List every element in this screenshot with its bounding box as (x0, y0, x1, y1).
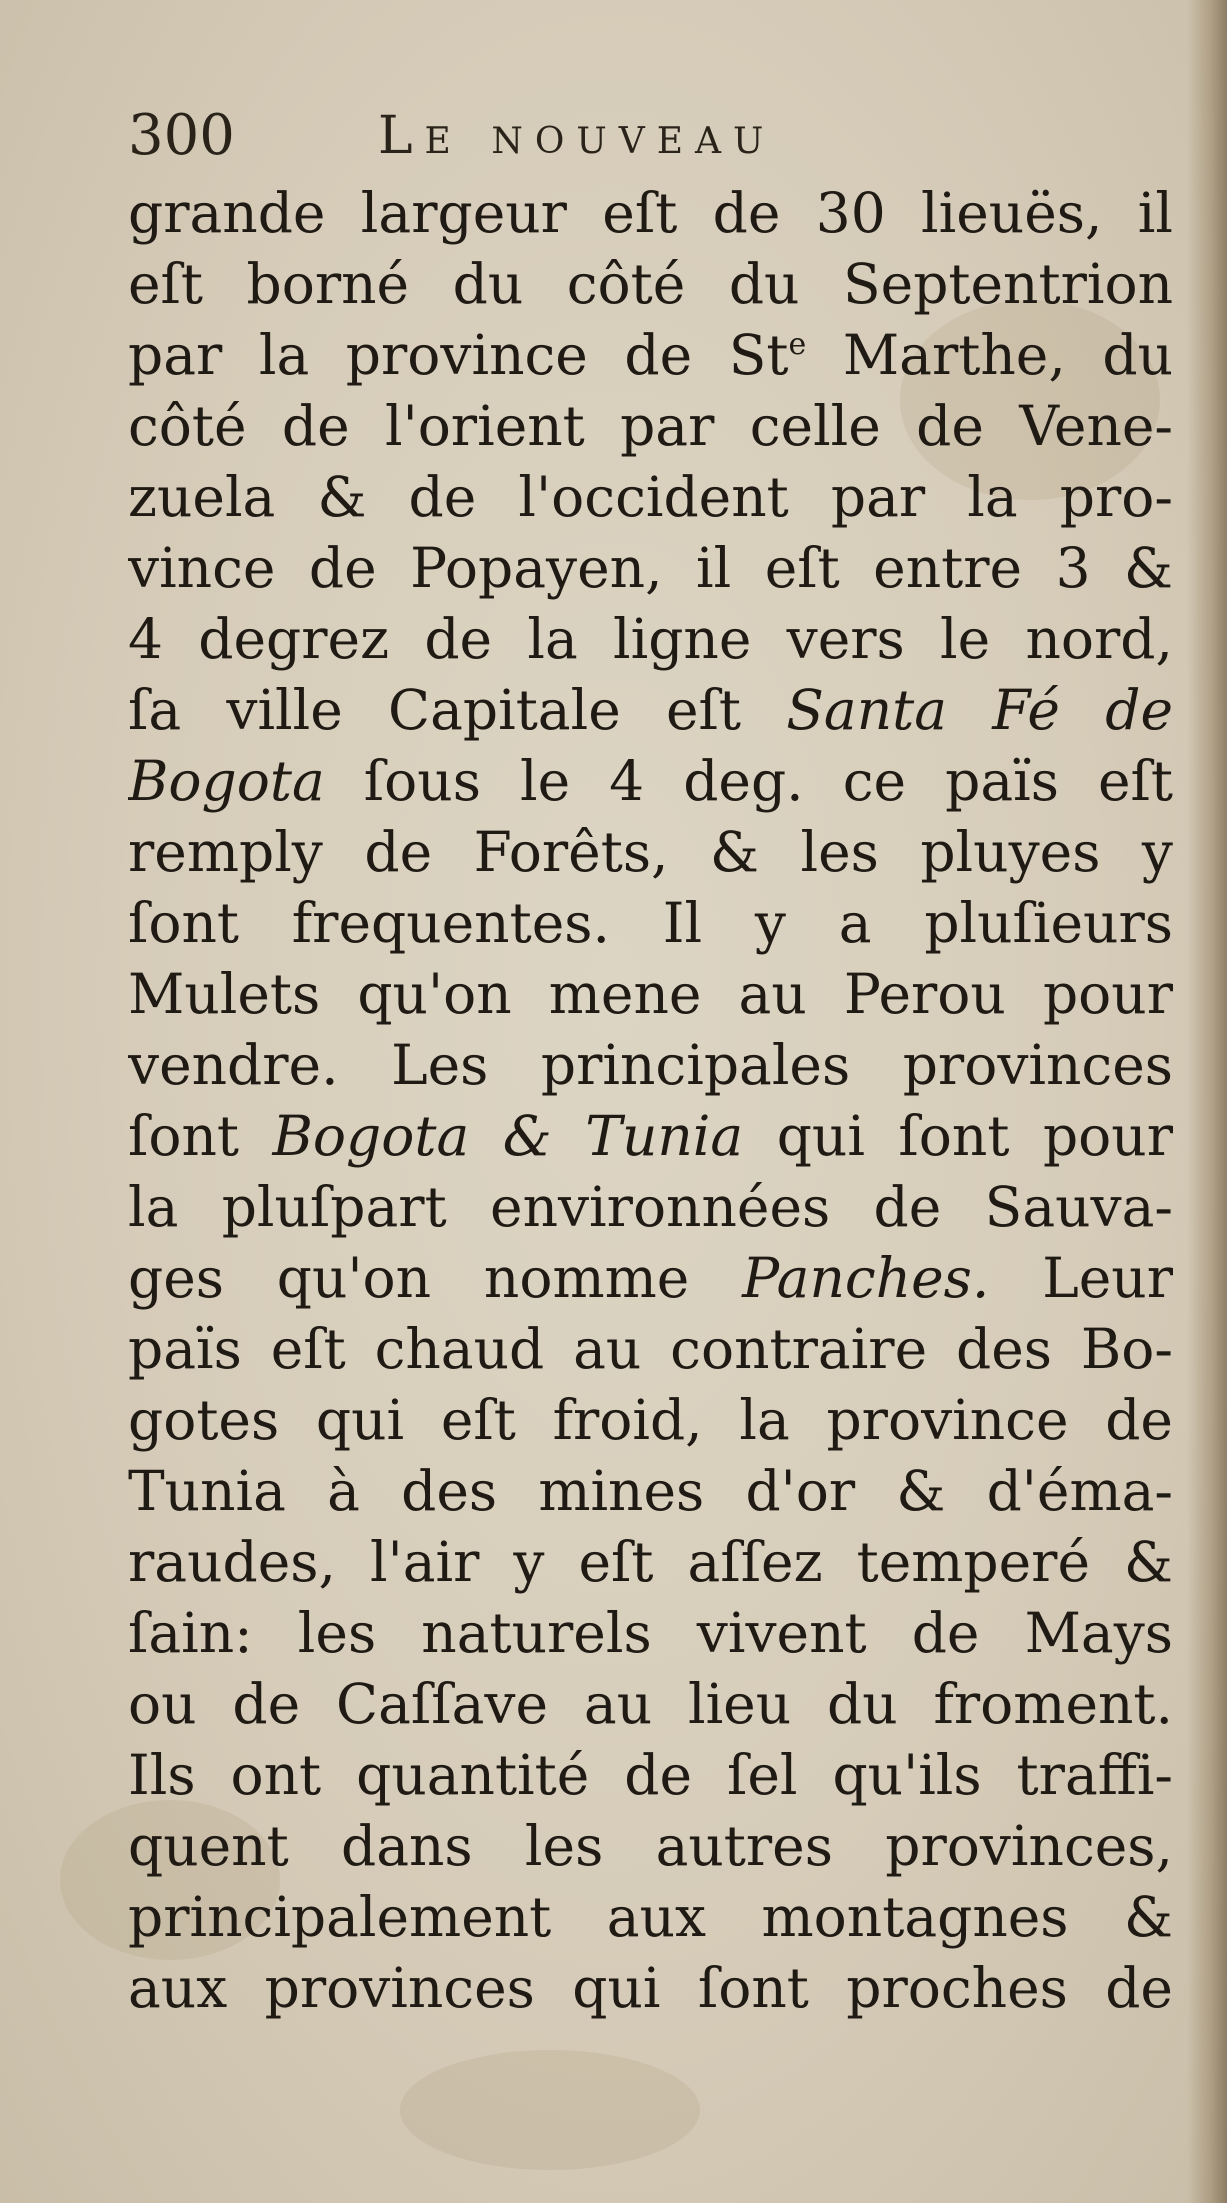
text-line (128, 1740, 1173, 1811)
text-segment: principalement aux montagnes & (128, 1885, 1173, 1949)
text-segment: ſont (128, 1104, 273, 1168)
text-segment: quent dans les autres provinces, (128, 1814, 1173, 1878)
text-line (128, 1385, 1173, 1456)
text-segment: vendre. Les principales provinces (128, 1033, 1173, 1097)
text-line (128, 178, 1173, 249)
text-segment: raudes, l'air y eſt aſſez temperé & (128, 1530, 1173, 1594)
text-line (128, 533, 1173, 604)
page-number: 300 (128, 103, 235, 168)
text-segment: ges qu'on nomme (128, 1246, 743, 1310)
text-segment: grande largeur eſt de 30 lieuës, il (128, 181, 1173, 245)
text-segment: côté de l'orient par celle de Vene- (128, 394, 1173, 458)
text-segment: eſt borné du côté du Septentrion (128, 252, 1173, 316)
text-segment: ou de Caſſave au lieu du froment. (128, 1672, 1173, 1736)
italic-text: Panches. (742, 1246, 990, 1310)
text-segment: qui ſont pour (743, 1104, 1173, 1168)
body-text (128, 178, 1173, 2024)
text-segment: ſain: les naturels vivent de Mays (128, 1601, 1173, 1665)
text-segment: vince de Popayen, il eſt entre 3 & (128, 536, 1173, 600)
text-line (128, 1953, 1173, 2024)
italic-text: Bogota & Tunia (272, 1104, 744, 1168)
text-line (128, 1172, 1173, 1243)
text-segment: 4 degrez de la ligne vers le nord, (128, 607, 1173, 671)
text-line (128, 1598, 1173, 1669)
running-title: Le nouveau (378, 106, 776, 166)
text-line (128, 462, 1173, 533)
text-line (128, 1456, 1173, 1527)
superscript-text: e (788, 327, 807, 362)
text-line (128, 1030, 1173, 1101)
text-segment: Mulets qu'on mene au Perou pour (128, 962, 1173, 1026)
italic-text: Bogota (128, 749, 325, 813)
text-segment: ſont frequentes. Il y a pluſieurs (128, 891, 1173, 955)
text-segment: Tunia à des mines d'or & d'éma- (128, 1459, 1173, 1523)
text-line (128, 249, 1173, 320)
text-segment: zuela & de l'occident par la pro- (128, 465, 1173, 529)
text-segment: païs eſt chaud au contraire des Bo- (128, 1317, 1173, 1381)
page-header (128, 96, 1128, 186)
italic-text: Santa Fé de (786, 678, 1173, 742)
text-line (128, 1314, 1173, 1385)
binding-shadow (1187, 0, 1227, 2203)
text-line (128, 1882, 1173, 1953)
text-line (128, 817, 1173, 888)
text-line (128, 675, 1173, 746)
text-segment: aux provinces qui ſont proches de (128, 1956, 1173, 2020)
text-segment: la pluſpart environnées de Sauva- (128, 1175, 1173, 1239)
text-segment: Leur (989, 1246, 1173, 1310)
text-segment: par la province de St (128, 323, 789, 387)
text-segment: Ils ont quantité de ſel qu'ils traffi- (128, 1743, 1173, 1807)
text-segment: Marthe, du (806, 323, 1173, 387)
text-segment: remply de Forêts, & les pluyes y (128, 820, 1173, 884)
text-line (128, 746, 1173, 817)
text-line (128, 1811, 1173, 1882)
text-segment: gotes qui eſt froid, la province de (128, 1388, 1173, 1452)
text-line (128, 604, 1173, 675)
text-line (128, 888, 1173, 959)
text-segment: ſous le 4 deg. ce païs eſt (324, 749, 1173, 813)
paper-stain (400, 2050, 700, 2170)
text-line (128, 1101, 1173, 1172)
text-line (128, 959, 1173, 1030)
text-line (128, 1527, 1173, 1598)
text-line (128, 320, 1173, 391)
text-line (128, 1243, 1173, 1314)
text-line (128, 391, 1173, 462)
text-line (128, 1669, 1173, 1740)
text-segment: ſa ville Capitale eſt (128, 678, 787, 742)
